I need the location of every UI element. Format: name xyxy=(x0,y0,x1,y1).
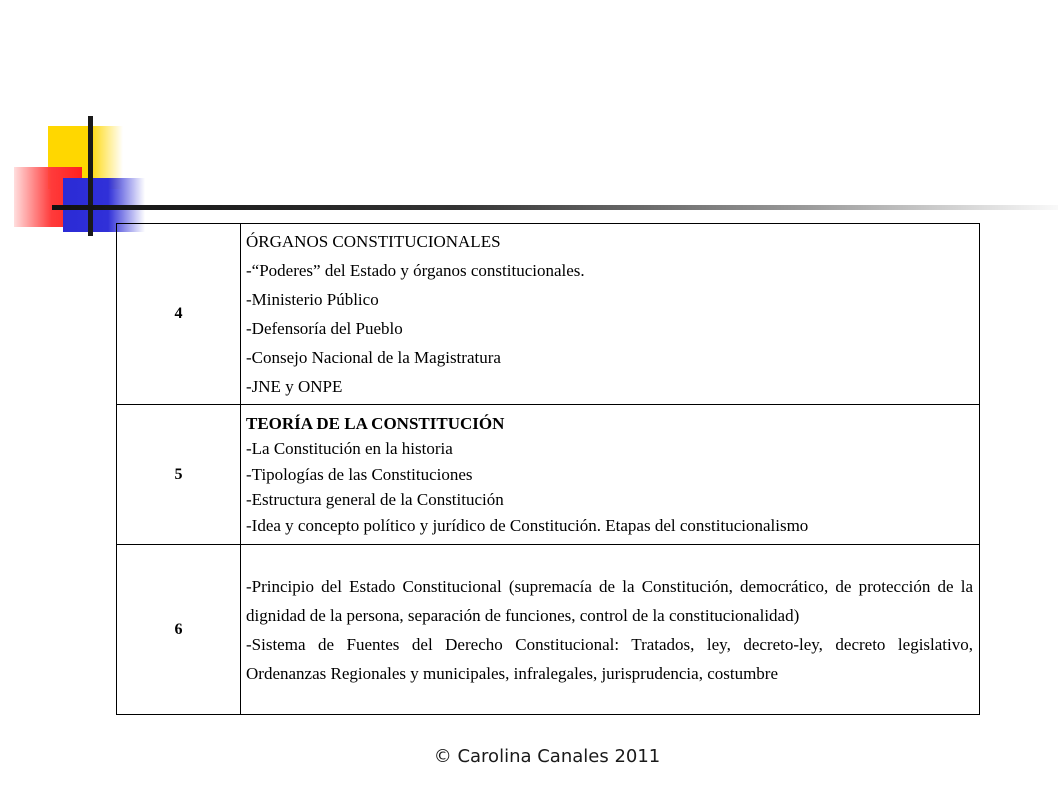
row-number: 4 xyxy=(117,224,241,405)
row-line: -Defensoría del Pueblo xyxy=(246,319,403,338)
title-horizontal-rule xyxy=(52,205,1058,210)
row-number: 5 xyxy=(117,405,241,545)
row-line: -Tipologías de las Constituciones xyxy=(246,464,473,484)
row-line: -Idea y concepto político y jurídico de Constitución. Etapas del constitucionalismo xyxy=(246,515,809,535)
row-line: -“Poderes” del Estado y órganos constitucionales. xyxy=(246,261,585,280)
row-content xyxy=(241,224,980,405)
syllabus-table xyxy=(116,223,980,715)
row-number: 6 xyxy=(117,545,241,715)
row-content xyxy=(241,405,980,545)
logo-vertical-rule xyxy=(88,116,93,236)
table-row xyxy=(117,405,980,545)
slide-logo-decoration xyxy=(0,0,1058,240)
row-paragraph: -Principio del Estado Constitucional (supremacía de la Constitución, democrático, de protección de la dignidad de la persona, separación de funciones, control de la constitucionalidad) xyxy=(246,576,973,625)
row-line: -Estructura general de la Constitución xyxy=(246,490,504,510)
copyright-footer: © Carolina Canales 2011 xyxy=(433,746,661,767)
row-line: -La Constitución en la historia xyxy=(246,439,453,459)
row-line: ÓRGANOS CONSTITUCIONALES xyxy=(246,232,501,251)
row-line: -JNE y ONPE xyxy=(246,377,343,396)
row-line: -Consejo Nacional de la Magistratura xyxy=(246,348,501,367)
table-row xyxy=(117,224,980,405)
row-content xyxy=(241,545,980,715)
row-line: -Ministerio Público xyxy=(246,290,379,309)
row-title: TEORÍA DE LA CONSTITUCIÓN xyxy=(246,413,505,433)
row-paragraph: -Sistema de Fuentes del Derecho Constitucional: Tratados, ley, decreto-ley, decreto legislativo, Ordenanzas Regionales y municipales, infralegales, jurisprudencia, costumbre xyxy=(246,634,973,683)
table-row xyxy=(117,545,980,715)
